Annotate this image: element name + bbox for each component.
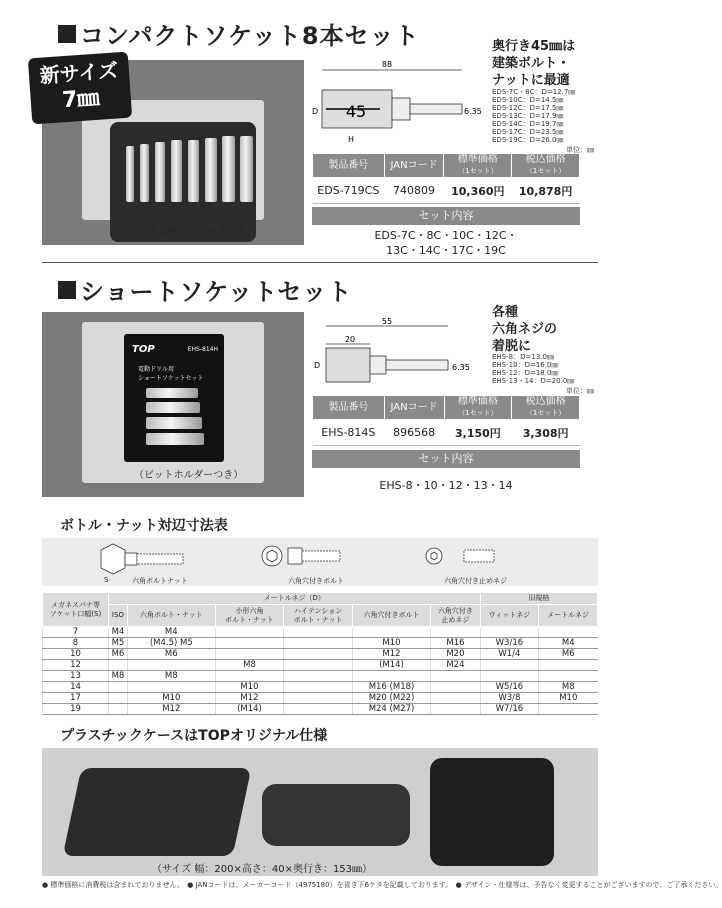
header-jan: JANコード <box>384 154 444 178</box>
table-cell: M8 <box>127 671 215 682</box>
table-cell: (M4.5) M5 <box>127 638 215 649</box>
bolt-diagram-band <box>42 538 598 586</box>
table-cell <box>109 693 128 704</box>
table-row <box>43 627 598 638</box>
table-cell: W5/16 <box>480 682 538 693</box>
new-size-badge: 新サイズ 7㎜ <box>28 52 132 125</box>
table-row <box>43 704 598 715</box>
header-std-price: 標準価格 （1セット） <box>444 396 512 420</box>
compact-set-contents: EDS-7C・8C・10C・12C・ 13C・14C・17C・19C <box>374 229 518 257</box>
compact-unit: 単位：㎜ <box>566 146 594 154</box>
short-caption: （ビットホルダーつき） <box>134 470 244 481</box>
table-cell <box>127 682 215 693</box>
plastic-case-photo <box>42 748 598 876</box>
table-cell <box>539 671 598 682</box>
bolt-nut-table: メガネスパナ等 ソケット口幅(S) メートルネジ（D） 旧規格 ISO 六角ボルト・ナット 小形六角 ボルト・ナット ハイテンション ボルト・ナット 六角穴付きボルト 六角穴付き 止めネジ ウィットネジ メートルネジ 7 M4 M4 8 M5 (M4.5) M5 M10 M16 W3/16 M4 10 M6 M6 M12 M20 W1/4 M6 12 M8 (M14) M24 13 M8 M8 14 M10 M16 (M18) W5/16 M8 17 M10 M12 M20 (M22) W3/8 M10 19 M12 (M14) M24 (M27) W7/16 <box>42 592 598 715</box>
short-dim-total: 55 <box>381 317 393 326</box>
set-screw-label: 六角穴付き止めネジ <box>444 577 507 585</box>
table-cell: W3/8 <box>480 693 538 704</box>
metric-group-header: メートルネジ（D） <box>109 593 481 605</box>
table-cell: W1/4 <box>480 649 538 660</box>
table-cell: M12 <box>352 649 430 660</box>
table-cell: W3/16 <box>480 638 538 649</box>
row-size-cell: 7 <box>43 627 109 638</box>
table-cell: M24 (M27) <box>352 704 430 715</box>
col-socket-width: メガネスパナ等 ソケット口幅(S) <box>43 593 109 627</box>
short-price-table <box>312 395 580 446</box>
table-cell: M8 <box>109 671 128 682</box>
s-dimension-label: S <box>104 576 109 584</box>
header-jan: JANコード <box>384 396 444 420</box>
table-cell: M12 <box>127 704 215 715</box>
table-cell <box>127 660 215 671</box>
table-cell: M6 <box>539 649 598 660</box>
table-cell: M4 <box>127 627 215 638</box>
compact-title-text: コンパクトソケット8本セット <box>80 22 420 50</box>
compact-price-table <box>312 153 580 204</box>
table-cell <box>284 627 353 638</box>
plastic-case-caption: （サイズ 幅：200×高さ：40×奥行き：153㎜） <box>152 864 373 875</box>
table-cell <box>431 693 480 704</box>
table-cell <box>431 682 480 693</box>
table-cell <box>480 627 538 638</box>
table-cell <box>284 660 353 671</box>
compact-dimension-drawing <box>312 58 482 148</box>
header-tax-price: 税込価格 （1セット） <box>512 154 580 178</box>
hex-bolt-label: 六角ボルトナット <box>132 577 188 585</box>
table-cell <box>480 671 538 682</box>
table-cell <box>284 638 353 649</box>
dim-d-label: D <box>312 107 319 116</box>
section-title-compact <box>58 16 420 51</box>
short-dim-d: D <box>314 361 321 370</box>
table-cell <box>215 649 284 660</box>
header-tax-price: 税込価格 （1セット） <box>512 396 580 420</box>
row-size-cell: 12 <box>43 660 109 671</box>
table-cell <box>215 627 284 638</box>
table-cell <box>284 671 353 682</box>
short-title-text: ショートソケットセット <box>80 278 353 306</box>
table-cell <box>284 649 353 660</box>
table-row <box>43 671 598 682</box>
square-bullet-icon <box>58 25 76 43</box>
table-cell <box>352 671 430 682</box>
table-cell <box>352 627 430 638</box>
bolt-nut-table-body <box>43 627 598 715</box>
table-cell <box>109 704 128 715</box>
table-cell <box>539 627 598 638</box>
row-size-cell: 8 <box>43 638 109 649</box>
row-size-cell: 13 <box>43 671 109 682</box>
table-cell: M20 <box>431 649 480 660</box>
header-std-price: 標準価格 （1セット） <box>444 154 512 178</box>
short-dim-shank: 6.35 <box>452 363 470 372</box>
table-cell <box>431 627 480 638</box>
row-size-cell: 19 <box>43 704 109 715</box>
header-model: 製品番号 <box>313 396 385 420</box>
bolt-nut-title: ボトル・ナット対辺寸法表 <box>60 518 228 534</box>
short-set-contents: EHS-8・10・12・13・14 <box>379 479 513 492</box>
case-front-image <box>430 758 554 866</box>
table-cell <box>431 704 480 715</box>
table-cell <box>109 682 128 693</box>
short-note: 各種 六角ネジの 着脱に <box>492 305 558 354</box>
section-title-short <box>58 272 352 307</box>
old-standard-header: 旧規格 <box>480 593 597 605</box>
table-cell: M6 <box>127 649 215 660</box>
plastic-case-title: プラスチックケースはTOPオリジナル仕様 <box>60 728 328 744</box>
table-row <box>43 660 598 671</box>
case-side-image <box>262 784 410 846</box>
table-cell: W7/16 <box>480 704 538 715</box>
table-cell: M6 <box>109 649 128 660</box>
table-cell: M10 <box>215 682 284 693</box>
header-model: 製品番号 <box>313 154 385 178</box>
table-cell: M16 (M18) <box>352 682 430 693</box>
short-product-photo <box>42 312 304 497</box>
table-cell: (M14) <box>352 660 430 671</box>
table-cell: M10 <box>127 693 215 704</box>
table-cell <box>284 693 353 704</box>
table-cell: (M14) <box>215 704 284 715</box>
case-open-image <box>63 768 252 856</box>
row-size-cell: 10 <box>43 649 109 660</box>
table-row: EDS-719CS 740809 10,360円 10,878円 <box>313 178 580 204</box>
table-cell <box>109 660 128 671</box>
table-cell: M16 <box>431 638 480 649</box>
table-row <box>43 693 598 704</box>
table-cell: M24 <box>431 660 480 671</box>
table-row <box>43 649 598 660</box>
short-unit: 単位：㎜ <box>566 387 594 395</box>
table-cell: M8 <box>215 660 284 671</box>
compact-caption: （プラスチックケースつき） <box>128 227 257 238</box>
table-cell: M4 <box>109 627 128 638</box>
table-cell: M10 <box>539 693 598 704</box>
short-dimension-drawing <box>312 318 482 388</box>
row-size-cell: 17 <box>43 693 109 704</box>
table-cell <box>539 660 598 671</box>
table-cell: M8 <box>539 682 598 693</box>
dim-h-label: H <box>348 135 355 144</box>
table-cell <box>284 704 353 715</box>
table-cell <box>215 671 284 682</box>
table-row <box>43 638 598 649</box>
short-set-header: セット内容 <box>312 450 580 468</box>
short-size-list: EHS-8：D=13.0㎜ EHS-10：D=16.0㎜ EHS-12：D=18.0㎜ EHS-13・14：D=20.0㎜ <box>492 353 575 385</box>
table-cell <box>284 682 353 693</box>
table-row <box>43 682 598 693</box>
compact-size-list: EDS-7C・8C：D=12.7㎜ EDS-10C：D=14.5㎜ EDS-12C：D=17.5㎜ EDS-13C：D=17.9㎜ EDS-14C：D=19.7㎜ EDS-17C：D=23.5㎜ EDS-19C：D=26.0㎜ <box>492 88 576 144</box>
dim-depth-label: 45 <box>345 102 367 121</box>
table-row: EHS-814S 896568 3,150円 3,308円 <box>313 420 580 446</box>
table-cell: M12 <box>215 693 284 704</box>
table-cell <box>215 638 284 649</box>
short-dim-depth: 20 <box>344 335 356 344</box>
dim-total-label: 88 <box>381 60 393 69</box>
blister-pack: TOP EHS-814H 電動ドリル用 ショートソケットセット <box>124 334 224 462</box>
socket-bolt-label: 六角穴付きボルト <box>288 577 344 585</box>
table-cell: M4 <box>539 638 598 649</box>
table-cell: M20 (M22) <box>352 693 430 704</box>
table-cell <box>480 660 538 671</box>
row-size-cell: 14 <box>43 682 109 693</box>
compact-note: 奥行き45㎜は 建築ボルト・ ナットに最適 <box>492 39 576 88</box>
divider <box>42 262 598 263</box>
table-cell: M10 <box>352 638 430 649</box>
compact-set-header: セット内容 <box>312 207 580 225</box>
table-cell <box>431 671 480 682</box>
table-cell: M5 <box>109 638 128 649</box>
dim-shank-label: 6.35 <box>464 107 482 116</box>
footer-notes: ● 標準価格に消費税は含まれておりません。 ● JANコードは、メーカーコード（4975180）を省き下6ケタを記載しております。 ● デザイン・仕様等は、予告なく変更することがございますので、ご了承ください。 <box>42 881 722 889</box>
table-cell <box>539 704 598 715</box>
square-bullet-icon <box>58 281 76 299</box>
